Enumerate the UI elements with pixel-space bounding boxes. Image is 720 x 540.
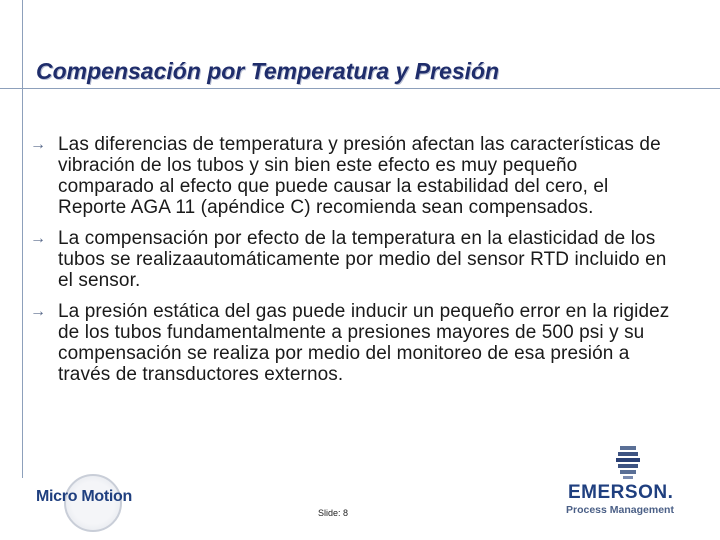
bullet-item — [30, 134, 672, 218]
emerson-name: EMERSON. — [568, 482, 674, 503]
micro-motion-logo-text: Micro Motion — [36, 488, 132, 505]
emerson-subtitle: Process Management — [566, 504, 674, 516]
bullet-text: La compensación por efecto de la temperatura en la elasticidad de los tubos se realizaautomáticamente por medio del sensor RTD incluido en el sensor. — [58, 228, 667, 291]
horizontal-rule — [0, 88, 720, 89]
bullet-item — [30, 228, 672, 291]
bullet-text: Las diferencias de temperatura y presión afectan las características de vibración de los tubos y sin bien este efecto es muy pequeño comparado al efecto que puede causar la estabilidad del cero, el Reporte AGA 11 (apéndice C) recomienda sean compensados. — [58, 134, 661, 218]
emerson-logo — [566, 446, 692, 520]
bullet-text: La presión estática del gas puede inducir un pequeño error en la rigidez de los tubos fundamentalmente a presiones mayores de 500 psi y su compensación se realiza por medio del monitoreo de esa presión a través de transductores externos. — [58, 301, 670, 385]
vertical-rule — [22, 0, 23, 478]
micro-motion-logo — [36, 470, 156, 530]
arrow-bullet-icon: → — [30, 136, 46, 153]
slide-title: Compensación por Temperatura y Presión — [36, 58, 500, 84]
slide-number: Slide: 8 — [318, 508, 349, 518]
emerson-mark-icon — [616, 446, 640, 480]
arrow-bullet-icon: → — [30, 303, 46, 320]
bullet-list — [30, 134, 672, 395]
arrow-bullet-icon: → — [30, 230, 46, 247]
bullet-item — [30, 301, 672, 385]
